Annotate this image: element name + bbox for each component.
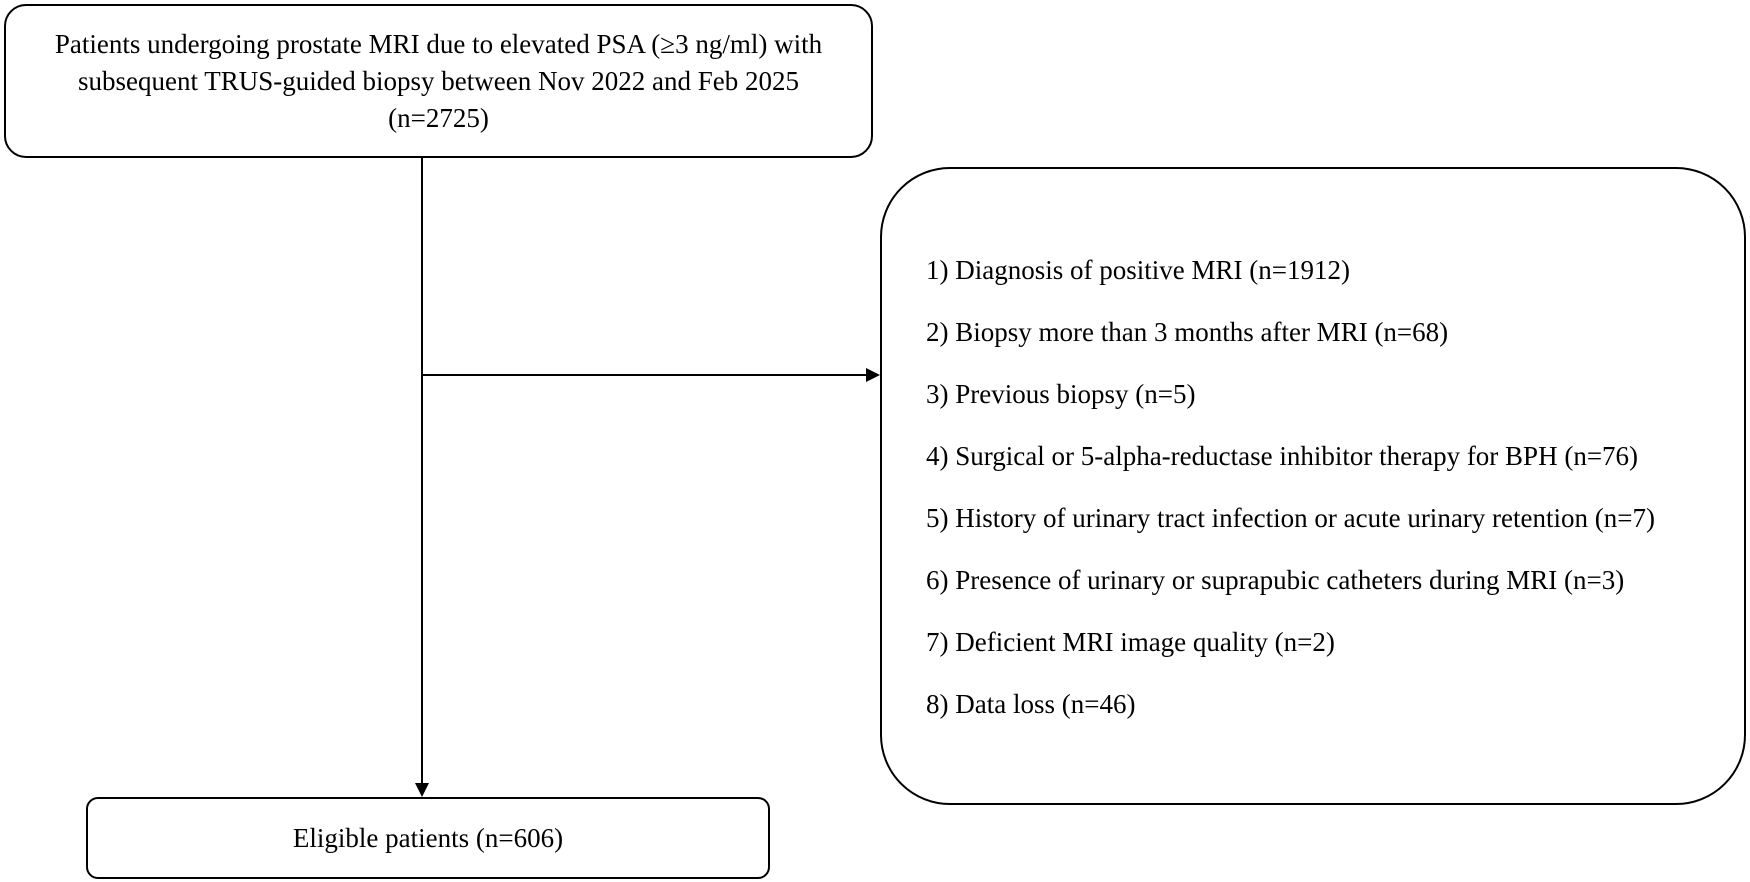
enrollment-box — [4, 4, 873, 158]
exclusion-item-3: 3) Previous biopsy (n=5) — [926, 379, 1196, 409]
exclusion-item-8: 8) Data loss (n=46) — [926, 689, 1136, 719]
exclusion-item-2: 2) Biopsy more than 3 months after MRI (n=68) — [926, 317, 1449, 347]
exclusion-item-5: 5) History of urinary tract infection or acute urinary retention (n=7) — [926, 503, 1655, 533]
exclusion-item-1: 1) Diagnosis of positive MRI (n=1912) — [926, 255, 1350, 285]
exclusion-item-7: 7) Deficient MRI image quality (n=2) — [926, 627, 1335, 657]
eligible-patients-box — [86, 797, 770, 879]
enrollment-line-1: Patients undergoing prostate MRI due to elevated PSA (≥3 ng/ml) with — [54, 28, 823, 59]
exclusion-item-6: 6) Presence of urinary or suprapubic catheters during MRI (n=3) — [926, 565, 1625, 595]
enrollment-text — [55, 26, 822, 137]
enrollment-line-2: subsequent TRUS-guided biopsy between Nov 2022 and Feb 2025 — [78, 65, 799, 96]
enrollment-line-3: (n=2725) — [388, 102, 489, 133]
exclusion-item-4: 4) Surgical or 5-alpha-reductase inhibitor therapy for BPH (n=76) — [926, 441, 1639, 471]
exclusion-box — [880, 167, 1746, 805]
eligible-patients-label: Eligible patients (n=606) — [292, 822, 564, 853]
exclusion-list — [926, 256, 1655, 752]
